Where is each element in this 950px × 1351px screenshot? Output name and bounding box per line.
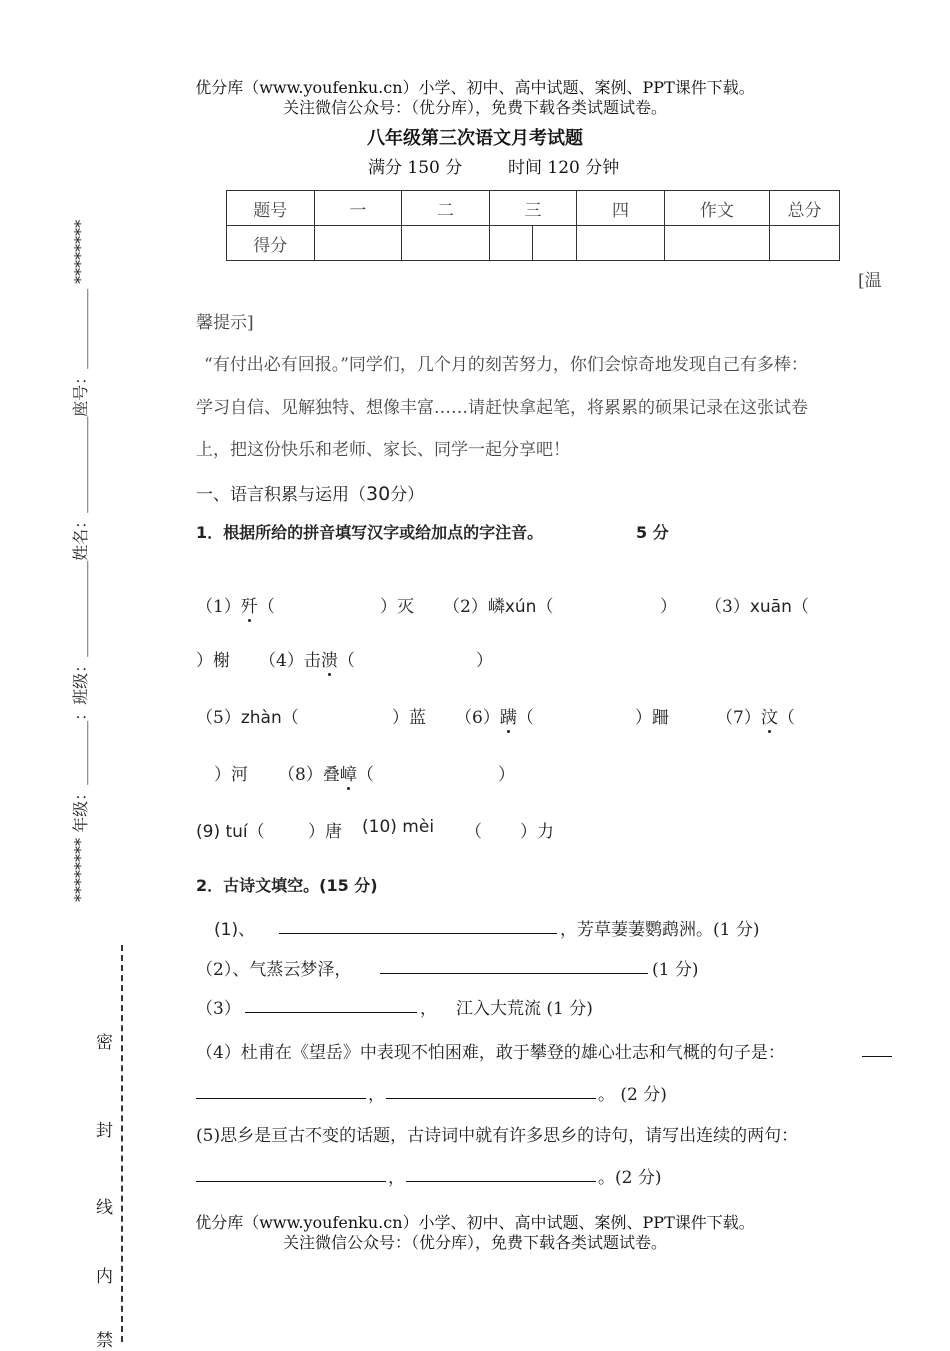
score-table-header: 一 <box>314 191 402 226</box>
footer-line-2: 关注微信公众号：（优分库），免费下载各类试题试卷。 <box>282 1233 667 1252</box>
score-table-header: 二 <box>402 191 490 226</box>
score-table-score-row <box>227 226 840 261</box>
q2-line-1 <box>214 915 255 940</box>
score-cell[interactable] <box>577 226 665 261</box>
q1-item-3 <box>705 592 809 617</box>
exam-time: 时间 120 分钟 <box>508 158 620 178</box>
score-cell[interactable] <box>533 226 577 261</box>
q1-item-9-close: ）唐 <box>308 822 342 842</box>
item-number: （5） <box>196 708 241 728</box>
q1-item-6 <box>455 703 534 728</box>
paren-open: （ <box>791 597 809 617</box>
answer-blank[interactable] <box>196 1080 366 1099</box>
tip-label-start: [温 <box>858 271 882 291</box>
score-table-header-row <box>227 191 840 226</box>
section-1-title <box>196 480 424 505</box>
q1-item-1 <box>196 592 275 617</box>
q1-item-4 <box>259 646 355 671</box>
paren-open: （ <box>516 708 534 728</box>
paren-open: （ <box>257 597 275 617</box>
pinyin: zhàn <box>240 708 282 728</box>
item-number: （3） <box>705 597 750 617</box>
q2-title: 2．古诗文填空。(15 分) <box>196 876 378 895</box>
tip-line-2: 学习自信、见解独特、想像丰富……请赶快拿起笔，将累累的硕果记录在这张试卷 <box>196 398 808 418</box>
paren-open: （ <box>281 708 299 728</box>
q1-item-8 <box>278 760 374 785</box>
q2-item-label: (1)、 <box>214 920 256 940</box>
paren-open: （ <box>337 651 355 671</box>
seal-char: 封 <box>96 1121 113 1141</box>
score-table-header: 四 <box>577 191 665 226</box>
q2-line-2-post: (1 分) <box>652 960 699 980</box>
header-line-2: 关注微信公众号：（优分库），免费下载各类试题试卷。 <box>282 98 667 117</box>
seal-char: 内 <box>96 1267 113 1287</box>
exam-title: 八年级第三次语文月考试题 <box>367 128 583 149</box>
q1-item-2-close: ） <box>660 597 677 617</box>
q2-line-4: （4）杜甫在《望岳》中表现不怕困难，敢于攀登的雄心壮志和气概的句子是： <box>196 1043 785 1063</box>
pinyin: xún <box>504 597 537 617</box>
score-cell[interactable] <box>489 226 533 261</box>
pinyin: èi <box>418 817 435 837</box>
score-cell[interactable] <box>770 226 840 261</box>
item-char: 叠 <box>322 765 340 785</box>
q2-line-1-post: ，芳草萋萋鹦鹉洲。(1 分) <box>560 920 760 940</box>
q2-line-5b-mid: ， <box>388 1168 405 1188</box>
q1-item-6-close: ）跚 <box>635 708 669 728</box>
q1-item-8-close: ） <box>498 765 515 785</box>
q2-line-2-pre: （2）、气蒸云梦泽， <box>196 960 352 980</box>
q2-line-4b-mid: ， <box>368 1085 385 1105</box>
seal-char: 禁 <box>96 1331 113 1351</box>
answer-blank[interactable] <box>862 1038 892 1057</box>
section-1-score: 30 <box>366 483 391 505</box>
score-table-header: 总分 <box>770 191 840 226</box>
pinyin: xuān <box>749 597 792 617</box>
q1-title: 1．根据所给的拼音填写汉字或给加点的字注音。 <box>196 523 544 542</box>
q1-item-5 <box>196 703 299 728</box>
q2-line-5b-post: 。(2 分) <box>598 1168 662 1188</box>
tip-line-3: 上，把这份快乐和老师、家长、同学一起分享吧！ <box>196 440 570 460</box>
header-line-1: 优分库（www.youfenku.cn）小学、初中、高中试题、案例、PPT课件下载。 <box>195 78 755 97</box>
answer-blank[interactable] <box>386 1080 596 1099</box>
answer-blank[interactable] <box>279 915 557 934</box>
q1-item-10-paren: （ <box>465 822 482 842</box>
q1-item-10 <box>362 817 434 837</box>
answer-blank[interactable] <box>196 1163 386 1182</box>
q1-item-4-close: ） <box>476 651 493 671</box>
q2-line-3-post: 江入大荒流 (1 分) <box>456 999 593 1019</box>
q1-item-7 <box>716 703 795 728</box>
item-text: （2）嶙 <box>443 597 505 617</box>
student-info-sidebar: ******** 年级：＿＿＿＿：班级：＿＿＿＿＿＿姓名：＿＿＿＿＿＿座号：＿＿＿＿＿ ******** <box>71 219 90 902</box>
score-table-header: 题号 <box>227 191 315 226</box>
q2-line-4b-post: 。 (2 分) <box>598 1085 667 1105</box>
q1-item-2 <box>443 592 553 617</box>
score-table <box>226 190 840 261</box>
full-score: 满分 150 分 <box>368 158 463 178</box>
paren-open: （ <box>536 597 554 617</box>
q1-score: 5 分 <box>636 523 669 542</box>
item-number: （1） <box>196 597 241 617</box>
q2-line-3-pre: （3） <box>196 999 241 1019</box>
item-number: （7） <box>716 708 761 728</box>
tip-line-1: “有付出必有回报。”同学们，几个月的刻苦努力，你们会惊奇地发现自己有多棒： <box>204 355 808 375</box>
q1-item-5-close: ）蓝 <box>392 708 426 728</box>
q2-line-5: (5)思乡是亘古不变的话题，古诗词中就有许多思乡的诗句，请写出连续的两句： <box>196 1126 799 1146</box>
section-1-title-pre: 一、语言积累与运用（ <box>196 485 366 505</box>
q1-item-1-close: ）灭 <box>380 597 414 617</box>
q1-item-10-close: ）力 <box>520 822 554 842</box>
q1-item-9: (9) tuí（ <box>196 822 265 842</box>
score-cell[interactable] <box>402 226 490 261</box>
dotted-char: 汶 <box>761 703 778 728</box>
dotted-char: 蹒 <box>500 703 517 728</box>
footer-line-1: 优分库（www.youfenku.cn）小学、初中、高中试题、案例、PPT课件下载。 <box>195 1213 755 1232</box>
section-1-title-post: 分） <box>390 485 425 505</box>
item-number: （6） <box>455 708 500 728</box>
seal-char: 线 <box>96 1198 113 1218</box>
score-cell[interactable] <box>664 226 769 261</box>
item-number: （8） <box>278 765 323 785</box>
paren-open: （ <box>777 708 795 728</box>
q2-line-3-mid: ， <box>420 999 437 1019</box>
q1-item-3-close: ）榭 <box>196 651 230 671</box>
item-text: （4）击 <box>259 651 321 671</box>
dotted-char: 歼 <box>241 592 258 617</box>
dotted-char: 嶂 <box>340 760 357 785</box>
seal-char: 密 <box>96 1033 113 1053</box>
score-cell[interactable] <box>314 226 402 261</box>
item-text: (10) m <box>362 817 419 837</box>
score-row-label: 得分 <box>227 226 315 261</box>
paren-open: （ <box>356 765 374 785</box>
seal-dashed-line <box>121 945 123 1342</box>
answer-blank[interactable] <box>245 994 417 1013</box>
answer-blank[interactable] <box>406 1163 596 1182</box>
dotted-char: 溃 <box>321 646 338 671</box>
score-table-header: 作文 <box>664 191 769 226</box>
answer-blank[interactable] <box>380 955 648 974</box>
q1-item-7-close: ）河 <box>214 765 248 785</box>
score-table-header: 三 <box>489 191 577 226</box>
tip-label-end: 馨提示] <box>196 313 254 333</box>
